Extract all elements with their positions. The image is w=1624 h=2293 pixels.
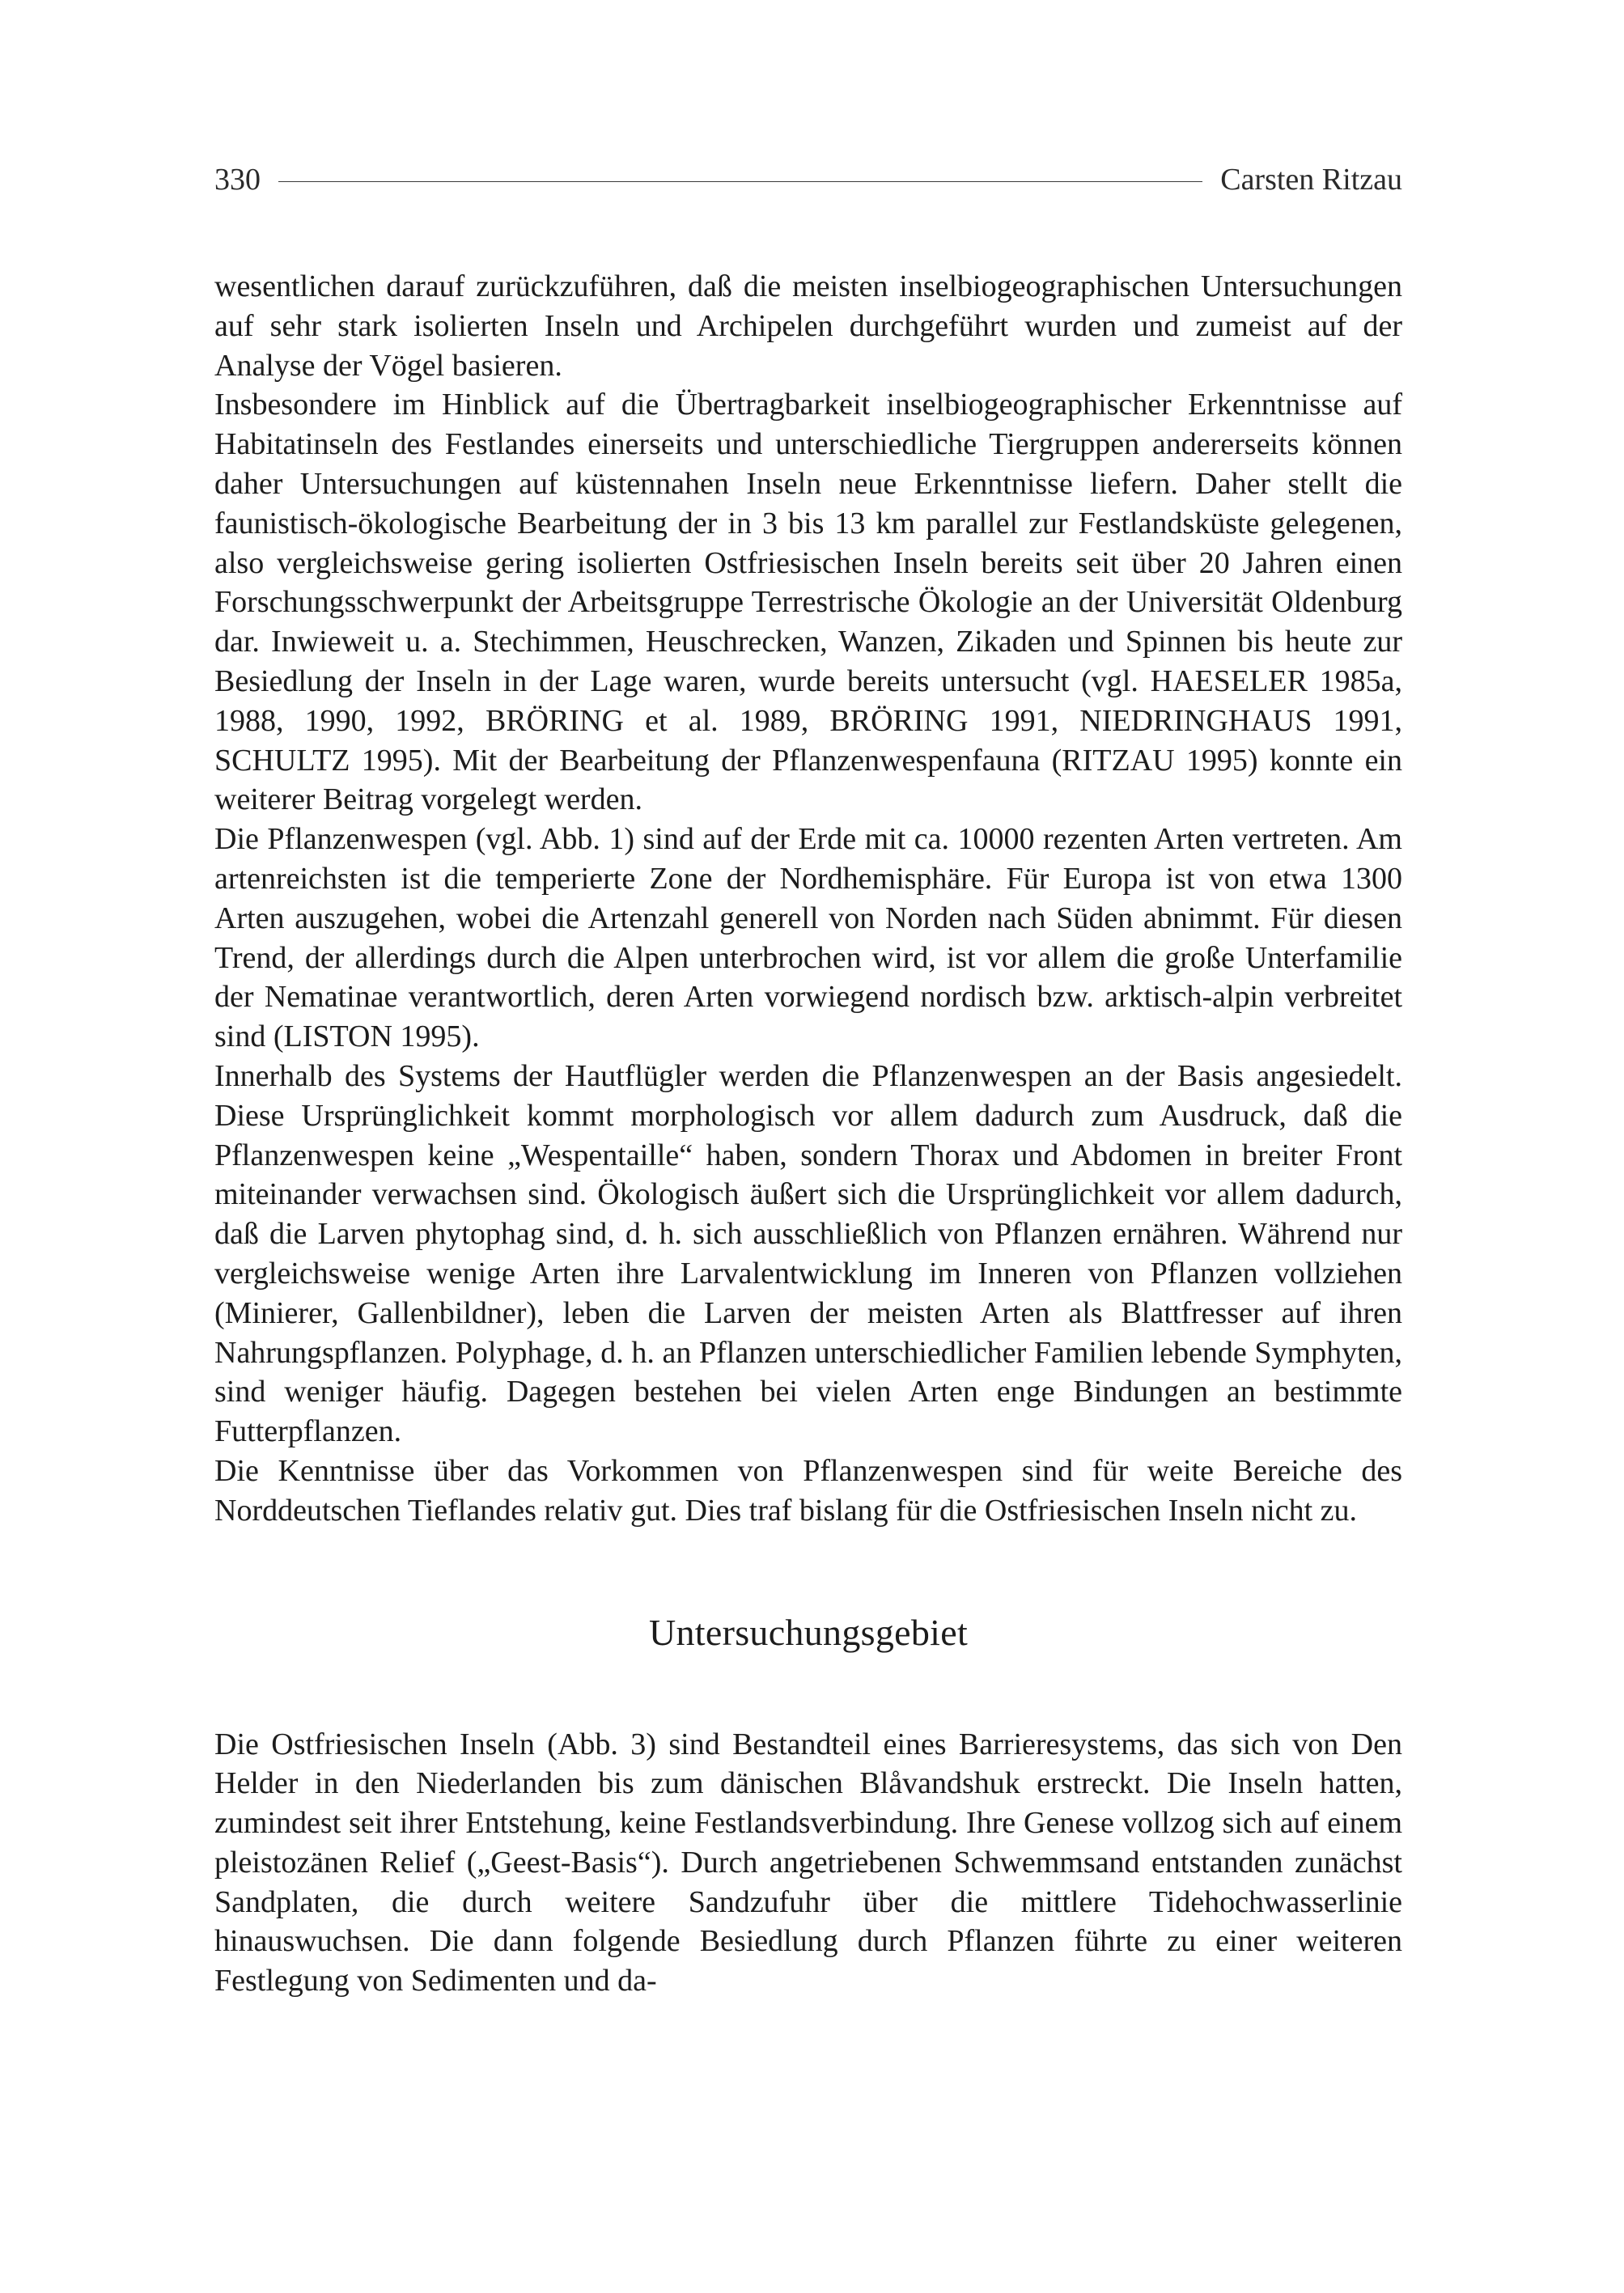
running-head [214, 162, 1402, 197]
page-number: 330 [214, 163, 261, 197]
paragraph: Insbesondere im Hinblick auf die Übertragbarkeit inselbiogeographischer Erkenntnisse auf Habitatinseln des Festlandes einerseits und unterschiedliche Tiergruppen andererseits können daher Untersuchungen auf küstennahen Inseln neue Erkenntnisse liefern. Daher stellt die faunistisch-ökologische Bearbeitung der in 3 bis 13 km parallel zur Festlandsküste gelegenen, also vergleichsweise gering isolierten Ostfriesischen Inseln bereits seit über 20 Jahren einen Forschungsschwerpunkt der Arbeitsgruppe Terrestrische Ökologie an der Universität Oldenburg dar. Inwieweit u. a. Stechimmen, Heuschrecken, Wanzen, Zikaden und Spinnen bis heute zur Besiedlung der Inseln in der Lage waren, wurde bereits untersucht (vgl. HAESELER 1985a, 1988, 1990, 1992, BRÖRING et al. 1989, BRÖRING 1991, NIEDRINGHAUS 1991, SCHULTZ 1995). Mit der Bearbeitung der Pflanzenwespenfauna (RITZAU 1995) konnte ein weiterer Beitrag vorgelegt werden. [214, 388, 1402, 817]
section-text [214, 1725, 1402, 2002]
header-rule [278, 181, 1202, 182]
paragraph: Die Pflanzenwespen (vgl. Abb. 1) sind auf der Erde mit ca. 10000 rezenten Arten vertreten. Am artenreichsten ist die temperierte Zone der Nordhemisphäre. Für Europa ist von etwa 1300 Arten auszugehen, wobei die Artenzahl generell von Norden nach Süden abnimmt. Für diesen Trend, der allerdings durch die Alpen unterbrochen wird, ist vor allem die große Unterfamilie der Nematinae verantwortlich, deren Arten vorwiegend nordisch bzw. arktisch-alpin verbreitet sind (LISTON 1995). [214, 822, 1402, 1054]
body-text [214, 267, 1402, 1531]
running-head-author: Carsten Ritzau [1220, 163, 1402, 197]
paragraph: Die Kenntnisse über das Vorkommen von Pflanzenwespen sind für weite Bereiche des Norddeutschen Tieflandes relativ gut. Dies traf bislang für die Ostfriesischen Inseln nicht zu. [214, 1453, 1402, 1528]
paragraph: Innerhalb des Systems der Hautflügler werden die Pflanzenwespen an der Basis angesiedelt. Diese Ursprünglichkeit kommt morphologisch vor allem dadurch zum Ausdruck, daß die Pflanzenwespen keine „Wespentaille“ haben, sondern Thorax und Abdomen in breiter Front miteinander verwachsen sind. Ökologisch äußert sich die Ursprünglichkeit vor allem dadurch, daß die Larven phytophag sind, d. h. sich ausschließlich von Pflanzen ernähren. Während nur vergleichsweise wenige Arten ihre Larvalentwicklung im Inneren von Pflanzen vollziehen (Minierer, Gallenbildner), leben die Larven der meisten Arten als Blattfresser auf ihren Nahrungspflanzen. Polyphage, d. h. an Pflanzen unterschiedlicher Familien lebende Symphyten, sind weniger häufig. Dagegen bestehen bei vielen Arten enge Bindungen an bestimmte Futterpflanzen. [214, 1058, 1402, 1449]
page [214, 162, 1402, 2001]
paragraph: wesentlichen darauf zurückzuführen, daß die meisten inselbiogeographischen Untersuchungen auf sehr stark isolierten Inseln und Archipelen durchgeführt wurden und zumeist auf der Analyse der Vögel basieren. [214, 269, 1402, 383]
paragraph: Die Ostfriesischen Inseln (Abb. 3) sind Bestandteil eines Barrieresystems, das sich von Den Helder in den Niederlanden bis zum dänischen Blåvandshuk erstreckt. Die Inseln hatten, zumindest seit ihrer Entstehung, keine Festlandsverbindung. Ihre Genese vollzog sich auf einem pleistozänen Relief („Geest-Basis“). Durch angetriebenen Schwemmsand entstanden zunächst Sandplaten, die durch weitere Sandzufuhr über die mittlere Tidehochwasserlinie hinauswuchsen. Die dann folgende Besiedlung durch Pflanzen führte zu einer weiteren Festlegung von Sedimenten und da- [214, 1727, 1402, 1998]
section-heading: Untersuchungsgebiet [648, 1611, 969, 1653]
